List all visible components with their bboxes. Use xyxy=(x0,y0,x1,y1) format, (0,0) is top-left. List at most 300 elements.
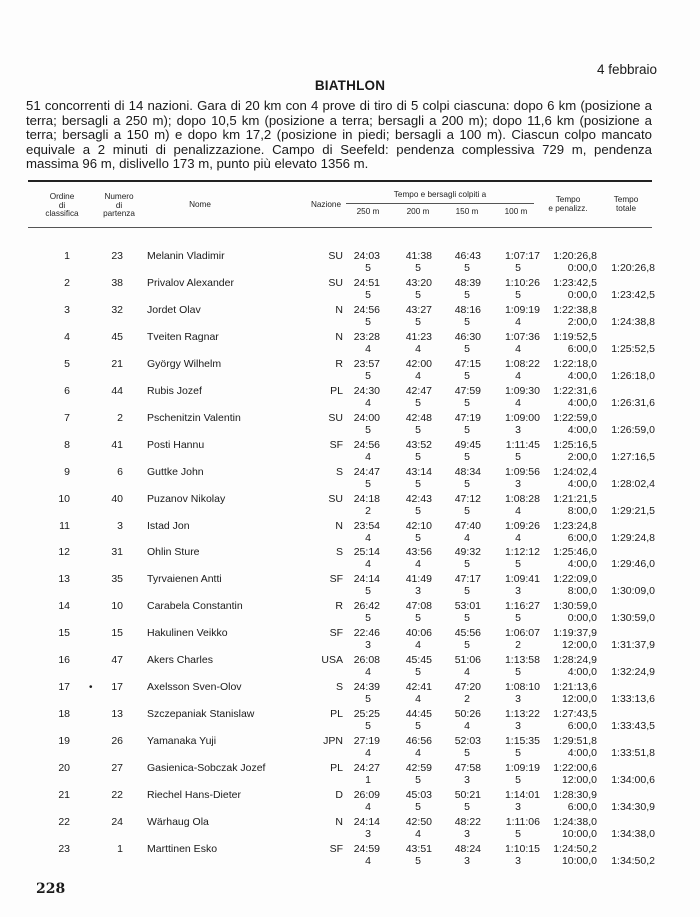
time-cell: 1:25:16,5 xyxy=(553,438,597,451)
split-time-150: 53:01 xyxy=(454,600,481,613)
time-cell: 1:22:31,6 xyxy=(553,384,597,397)
hits-250: 3 xyxy=(365,639,371,652)
name-cell: Yamanaka Yuji xyxy=(147,735,217,748)
hits-100: 5 xyxy=(515,666,521,679)
split-time-150: 52:03 xyxy=(454,735,481,748)
hits-100: 4 xyxy=(515,369,521,382)
name-cell: Akers Charles xyxy=(147,654,213,667)
time-cell: 1:19:52,5 xyxy=(553,330,597,343)
time-cell: 1:21:21,5 xyxy=(553,492,597,505)
nation-cell: PL xyxy=(330,762,343,775)
split-time-150: 48:22 xyxy=(454,815,481,828)
split-time-200: 45:45 xyxy=(405,654,432,667)
col-header-bib xyxy=(96,193,142,219)
table-row xyxy=(0,789,700,815)
hits-100: 4 xyxy=(515,315,521,328)
table-row xyxy=(0,816,700,842)
rank-cell: 19 xyxy=(58,735,70,748)
hits-200: 4 xyxy=(415,558,421,571)
split-time-250: 24:27 xyxy=(353,762,380,775)
name-cell: Marttinen Esko xyxy=(147,842,218,855)
nation-cell: USA xyxy=(321,654,343,667)
col-header-200: 200 m xyxy=(406,207,430,216)
split-time-100: 1:13:58 xyxy=(504,654,540,667)
hits-200: 5 xyxy=(415,450,421,463)
rank-cell: 12 xyxy=(58,546,70,559)
hits-150: 5 xyxy=(464,801,470,813)
split-time-100: 1:10:15 xyxy=(504,842,540,855)
hits-100: 3 xyxy=(515,423,521,436)
hits-150: 5 xyxy=(464,369,470,382)
split-time-250: 27:19 xyxy=(353,735,380,748)
hits-200: 5 xyxy=(415,504,421,517)
penalty-cell: 10:00,0 xyxy=(561,827,597,840)
total-time-cell: 1:33:43,5 xyxy=(611,720,655,733)
split-time-100: 1:13:22 xyxy=(504,708,540,721)
split-time-150: 46:43 xyxy=(454,250,481,262)
penalty-cell: 2:00,0 xyxy=(567,450,597,463)
penalty-cell: 12:00,0 xyxy=(561,693,597,706)
penalty-cell: 0:00,0 xyxy=(567,612,597,625)
total-time-cell: 1:26:59,0 xyxy=(611,423,655,436)
bib-cell: 24 xyxy=(111,815,123,828)
hits-250: 5 xyxy=(365,262,371,274)
rank-cell: 22 xyxy=(58,815,70,828)
split-time-150: 49:32 xyxy=(454,546,481,559)
name-cell: Hakulinen Veikko xyxy=(147,627,228,640)
split-time-200: 43:27 xyxy=(405,303,432,316)
name-cell: Szczepaniak Stanislaw xyxy=(147,708,255,721)
split-time-150: 48:16 xyxy=(454,303,481,316)
rank-cell: 13 xyxy=(58,573,70,586)
bib-cell: 40 xyxy=(111,492,123,505)
hits-200: 4 xyxy=(415,747,421,760)
penalty-cell: 4:00,0 xyxy=(567,423,597,436)
split-time-200: 42:41 xyxy=(405,681,432,694)
split-time-150: 48:39 xyxy=(454,276,481,289)
table-row xyxy=(0,573,700,599)
rank-cell: 9 xyxy=(64,465,70,478)
split-time-100: 1:15:35 xyxy=(504,735,540,748)
split-time-250: 26:08 xyxy=(353,654,380,667)
nation-cell: SU xyxy=(328,492,343,505)
hits-150: 5 xyxy=(464,477,470,490)
nation-cell: SF xyxy=(329,627,343,640)
total-time-cell: 1:29:46,0 xyxy=(611,558,655,571)
hits-100: 5 xyxy=(515,827,521,840)
split-time-200: 43:51 xyxy=(405,842,432,855)
table-row xyxy=(0,735,700,761)
table-row xyxy=(0,304,700,330)
hits-250: 5 xyxy=(365,315,371,328)
hits-250: 5 xyxy=(365,423,371,436)
penalty-cell: 4:00,0 xyxy=(567,477,597,490)
hits-200: 4 xyxy=(415,342,421,355)
bib-cell: 17 xyxy=(111,681,123,694)
time-cell: 1:20:26,8 xyxy=(553,250,597,262)
nation-cell: S xyxy=(335,546,343,559)
penalty-cell: 2:00,0 xyxy=(567,315,597,328)
hits-150: 3 xyxy=(464,854,470,867)
nation-cell: SU xyxy=(328,276,343,289)
hits-100: 4 xyxy=(515,342,521,355)
hits-150: 5 xyxy=(464,747,470,760)
split-time-200: 42:48 xyxy=(405,411,432,424)
split-time-150: 47:17 xyxy=(454,573,481,586)
total-time-cell: 1:20:26,8 xyxy=(611,262,655,274)
bib-cell: 27 xyxy=(111,762,123,775)
split-time-200: 42:43 xyxy=(405,492,432,505)
penalty-cell: 6:00,0 xyxy=(567,801,597,813)
nation-cell: N xyxy=(335,815,343,828)
hits-150: 5 xyxy=(464,612,470,625)
hits-100: 4 xyxy=(515,531,521,544)
split-time-200: 43:52 xyxy=(405,438,432,451)
hits-100: 3 xyxy=(515,693,521,706)
hits-100: 5 xyxy=(515,288,521,301)
total-time-cell: 1:32:24,9 xyxy=(611,666,655,679)
penalty-cell: 4:00,0 xyxy=(567,558,597,571)
col-header-timepen-line2: e penalizz. xyxy=(548,203,588,213)
col-header-100: 100 m xyxy=(504,207,528,216)
split-time-200: 41:49 xyxy=(405,573,432,586)
bib-cell: 41 xyxy=(111,438,123,451)
split-time-250: 24:47 xyxy=(353,465,380,478)
hits-200: 5 xyxy=(415,720,421,733)
col-header-bib-line3: partenza xyxy=(103,209,135,219)
split-time-200: 40:06 xyxy=(405,627,432,640)
split-time-150: 47:40 xyxy=(454,519,481,532)
rank-cell: 5 xyxy=(64,357,70,370)
total-time-cell: 1:33:51,8 xyxy=(611,747,655,760)
split-time-100: 1:16:27 xyxy=(504,600,540,613)
table-row xyxy=(0,358,700,384)
split-time-200: 42:47 xyxy=(405,384,432,397)
time-cell: 1:21:13,6 xyxy=(553,681,597,694)
col-header-total-line2: totale xyxy=(615,203,637,213)
table-row xyxy=(0,708,700,734)
col-header-250: 250 m xyxy=(356,207,380,216)
split-time-200: 43:56 xyxy=(405,546,432,559)
table-row xyxy=(0,654,700,680)
split-time-150: 48:24 xyxy=(454,842,481,855)
rank-cell: 6 xyxy=(64,384,70,397)
time-cell: 1:22:38,8 xyxy=(553,303,597,316)
nation-cell: R xyxy=(335,357,343,370)
hits-100: 3 xyxy=(515,854,521,867)
hits-200: 4 xyxy=(415,827,421,840)
col-header-total-line1: Tempo xyxy=(613,195,639,204)
col-header-nation: Nazione xyxy=(310,200,342,209)
rank-cell: 8 xyxy=(64,438,70,451)
split-time-150: 45:56 xyxy=(454,627,481,640)
rank-cell: 15 xyxy=(58,627,70,640)
hits-150: 5 xyxy=(464,585,470,598)
hits-150: 5 xyxy=(464,504,470,517)
nation-cell: S xyxy=(335,465,343,478)
nation-cell: S xyxy=(335,681,343,694)
hits-200: 5 xyxy=(415,854,421,867)
hits-250: 1 xyxy=(365,774,371,787)
split-time-150: 47:58 xyxy=(454,762,481,775)
hits-100: 4 xyxy=(515,396,521,409)
penalty-cell: 4:00,0 xyxy=(567,666,597,679)
name-cell: Tyrvaienen Antti xyxy=(147,573,222,586)
nation-cell: PL xyxy=(330,384,343,397)
hits-150: 5 xyxy=(464,342,470,355)
name-cell: György Wilhelm xyxy=(147,357,222,370)
nation-cell: N xyxy=(335,519,343,532)
rank-cell: 2 xyxy=(64,276,70,289)
table-row xyxy=(0,466,700,492)
hits-200: 5 xyxy=(415,477,421,490)
total-time-cell: 1:29:21,5 xyxy=(611,504,655,517)
table-row xyxy=(0,277,700,303)
total-time-cell: 1:34:38,0 xyxy=(611,827,655,840)
table-header-rule xyxy=(28,227,652,228)
penalty-cell: 8:00,0 xyxy=(567,504,597,517)
hits-150: 5 xyxy=(464,423,470,436)
total-time-cell: 1:26:18,0 xyxy=(611,369,655,382)
total-time-cell: 1:29:24,8 xyxy=(611,531,655,544)
time-cell: 1:22:09,0 xyxy=(553,573,597,586)
name-cell: Pschenitzin Valentin xyxy=(147,411,241,424)
hits-200: 3 xyxy=(415,585,421,598)
split-time-200: 42:59 xyxy=(405,762,432,775)
time-cell: 1:24:02,4 xyxy=(553,465,597,478)
hits-200: 5 xyxy=(415,666,421,679)
intro-paragraph: 51 concorrenti di 14 nazioni. Gara di 20 km con 4 prove di tiro di 5 colpi ciascuna: dopo 6 km (posizione a terra; bersagli a 250 m); dopo 10,5 km (posizione a terra; bersagli a 200 m); dopo 11,6 km (posizione a terra; bersagli a 150 m) e dopo km 17,2 (posizione in piedi; bersagli a 100 m). Ciascun colpo mancato equivale a 2 minuti di penalizzazione. Campo di Seefeld: pendenza complessiva 729 m, pendenza massima 96 m, dislivello 173 m, punto più elevato 1356 m. xyxy=(26,98,652,172)
split-time-100: 1:09:26 xyxy=(504,519,540,532)
bib-cell: 13 xyxy=(111,708,123,721)
split-time-250: 23:57 xyxy=(353,357,380,370)
bib-cell: 32 xyxy=(111,303,123,316)
time-cell: 1:30:59,0 xyxy=(553,600,597,613)
total-time-cell: 1:34:00,6 xyxy=(611,774,655,787)
split-time-250: 22:46 xyxy=(353,627,380,640)
hits-200: 5 xyxy=(415,288,421,301)
rank-cell: 11 xyxy=(59,519,70,532)
hits-150: 4 xyxy=(464,666,470,679)
split-time-100: 1:09:30 xyxy=(504,384,540,397)
split-time-200: 42:50 xyxy=(405,815,432,828)
total-time-cell: 1:25:52,5 xyxy=(611,342,655,355)
time-cell: 1:22:18,0 xyxy=(553,357,597,370)
hits-100: 3 xyxy=(515,477,521,490)
split-time-250: 26:09 xyxy=(353,789,380,801)
split-time-200: 43:20 xyxy=(405,276,432,289)
name-cell: Carabela Constantin xyxy=(147,600,243,613)
hits-100: 5 xyxy=(515,262,521,274)
hits-250: 4 xyxy=(365,531,371,544)
bib-cell: 26 xyxy=(111,735,123,748)
hits-200: 5 xyxy=(415,396,421,409)
bib-cell: 38 xyxy=(111,276,123,289)
name-cell: Wärhaug Ola xyxy=(147,815,209,828)
split-time-150: 47:12 xyxy=(454,492,481,505)
name-cell: Guttke John xyxy=(147,465,204,478)
split-time-150: 50:21 xyxy=(454,789,481,801)
nation-cell: N xyxy=(335,303,343,316)
total-time-cell: 1:24:38,8 xyxy=(611,315,655,328)
table-row xyxy=(0,627,700,653)
nation-cell: PL xyxy=(330,708,343,721)
hits-200: 5 xyxy=(415,801,421,813)
table-row xyxy=(0,412,700,438)
split-time-100: 1:09:19 xyxy=(504,762,540,775)
name-cell: Ohlin Sture xyxy=(147,546,200,559)
split-time-200: 45:03 xyxy=(405,789,432,801)
hits-250: 4 xyxy=(365,396,371,409)
rank-cell: 23 xyxy=(58,842,70,855)
total-time-cell: 1:26:31,6 xyxy=(611,396,655,409)
rank-cell: 16 xyxy=(58,654,70,667)
time-cell: 1:23:24,8 xyxy=(553,519,597,532)
hits-100: 5 xyxy=(515,747,521,760)
hits-250: 4 xyxy=(365,801,371,813)
col-header-bib-line2: di xyxy=(115,200,123,210)
table-top-rule xyxy=(28,180,652,182)
split-time-250: 24:18 xyxy=(353,492,380,505)
rank-cell: 20 xyxy=(58,762,70,775)
hits-250: 4 xyxy=(365,666,371,679)
split-time-250: 24:30 xyxy=(353,384,380,397)
bib-cell: 44 xyxy=(111,384,123,397)
penalty-cell: 12:00,0 xyxy=(561,774,597,787)
rank-cell: 7 xyxy=(64,411,70,424)
penalty-cell: 12:00,0 xyxy=(561,639,597,652)
time-cell: 1:24:38,0 xyxy=(553,815,597,828)
split-time-100: 1:11:45 xyxy=(505,438,540,451)
table-row xyxy=(0,331,700,357)
name-cell: Posti Hannu xyxy=(147,438,205,451)
split-time-100: 1:06:07 xyxy=(504,627,540,640)
split-time-250: 24:59 xyxy=(353,842,380,855)
hits-200: 5 xyxy=(415,315,421,328)
nation-cell: JPN xyxy=(323,735,343,748)
bib-cell: 2 xyxy=(117,411,123,424)
split-time-200: 43:14 xyxy=(405,465,432,478)
split-time-150: 47:20 xyxy=(454,681,481,694)
bib-cell: 47 xyxy=(111,654,123,667)
split-time-250: 24:14 xyxy=(353,573,380,586)
table-row xyxy=(0,439,700,465)
hits-250: 5 xyxy=(365,369,371,382)
name-cell: Jordet Olav xyxy=(147,303,201,316)
hits-250: 4 xyxy=(365,342,371,355)
split-time-100: 1:12:12 xyxy=(504,546,540,559)
hits-100: 2 xyxy=(515,639,521,652)
name-cell: Puzanov Nikolay xyxy=(147,492,226,505)
col-header-total xyxy=(604,196,648,213)
split-time-200: 44:45 xyxy=(405,708,432,721)
hits-250: 5 xyxy=(365,720,371,733)
table-row xyxy=(0,520,700,546)
table-row xyxy=(0,762,700,788)
split-time-250: 25:25 xyxy=(353,708,380,721)
nation-cell: N xyxy=(335,330,343,343)
name-cell: Axelsson Sven-Olov xyxy=(147,681,242,694)
hits-150: 5 xyxy=(464,396,470,409)
nation-cell: SU xyxy=(328,411,343,424)
time-cell: 1:29:51,8 xyxy=(553,735,597,748)
rank-cell: 10 xyxy=(58,492,70,505)
penalty-cell: 0:00,0 xyxy=(567,262,597,274)
hits-150: 2 xyxy=(464,693,470,706)
table-row xyxy=(0,546,700,572)
nation-cell: R xyxy=(335,600,343,613)
split-time-250: 24:56 xyxy=(353,303,380,316)
hits-200: 5 xyxy=(415,774,421,787)
penalty-cell: 8:00,0 xyxy=(567,585,597,598)
rank-cell: 17 xyxy=(58,681,70,694)
split-time-200: 42:10 xyxy=(405,519,432,532)
hits-100: 3 xyxy=(515,720,521,733)
split-time-150: 48:34 xyxy=(454,465,481,478)
hits-150: 5 xyxy=(464,315,470,328)
bib-cell: 10 xyxy=(111,600,123,613)
table-row xyxy=(0,493,700,519)
table-row xyxy=(0,600,700,626)
split-time-200: 41:23 xyxy=(405,330,432,343)
hits-250: 5 xyxy=(365,477,371,490)
bib-cell: 23 xyxy=(111,250,123,262)
nation-cell: D xyxy=(335,789,343,801)
total-time-cell: 1:34:30,9 xyxy=(611,801,655,813)
nation-cell: SF xyxy=(329,573,343,586)
col-header-rank-line2: di xyxy=(58,200,66,210)
split-time-200: 47:08 xyxy=(405,600,432,613)
time-cell: 1:22:00,6 xyxy=(553,762,597,775)
hits-150: 5 xyxy=(464,262,470,274)
col-header-group: Tempo e bersagli colpiti a xyxy=(393,190,487,199)
penalty-cell: 6:00,0 xyxy=(567,720,597,733)
hits-250: 5 xyxy=(365,612,371,625)
hits-150: 5 xyxy=(464,558,470,571)
col-header-timepen-line1: Tempo xyxy=(555,195,581,204)
name-cell: Riechel Hans-Dieter xyxy=(147,789,241,801)
bib-cell: 21 xyxy=(111,357,123,370)
split-time-100: 1:10:26 xyxy=(504,276,540,289)
table-row xyxy=(0,385,700,411)
split-time-100: 1:09:19 xyxy=(504,303,540,316)
hits-200: 4 xyxy=(415,693,421,706)
split-time-250: 23:28 xyxy=(353,330,380,343)
page-number: 228 xyxy=(36,881,66,897)
split-time-150: 47:59 xyxy=(454,384,481,397)
bib-cell: 6 xyxy=(117,465,123,478)
hits-200: 5 xyxy=(415,262,421,274)
name-cell: Tveiten Ragnar xyxy=(147,330,219,343)
hits-250: 3 xyxy=(365,827,371,840)
split-time-100: 1:07:36 xyxy=(504,330,540,343)
split-time-250: 25:14 xyxy=(353,546,380,559)
hits-100: 5 xyxy=(515,558,521,571)
group-underline xyxy=(346,203,534,204)
hits-250: 4 xyxy=(365,450,371,463)
split-time-100: 1:11:06 xyxy=(505,815,540,828)
split-time-100: 1:08:10 xyxy=(504,681,540,694)
nation-cell: SU xyxy=(328,250,343,262)
nation-cell: SF xyxy=(329,438,343,451)
hits-250: 2 xyxy=(365,504,371,517)
split-time-150: 46:30 xyxy=(454,330,481,343)
hits-100: 3 xyxy=(515,801,521,813)
hits-200: 4 xyxy=(415,639,421,652)
bib-cell: 3 xyxy=(117,519,123,532)
split-time-250: 24:51 xyxy=(353,276,380,289)
penalty-cell: 4:00,0 xyxy=(567,369,597,382)
